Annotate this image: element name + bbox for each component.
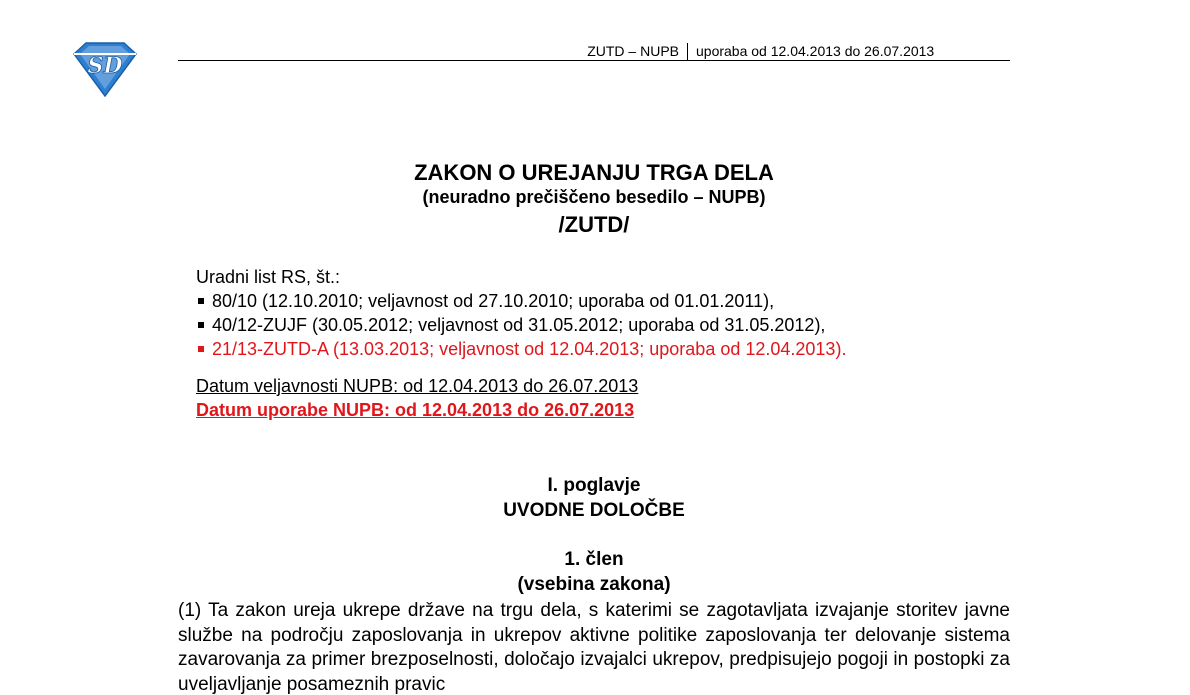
header-document-code: ZUTD – NUPB (587, 43, 688, 61)
validity-date: Datum veljavnosti NUPB: od 12.04.2013 do 26.07.2013 (196, 376, 639, 396)
usage-date: Datum uporabe NUPB: od 12.04.2013 do 26.07.2013 (196, 400, 635, 420)
running-header (178, 43, 1010, 61)
validity-block (196, 374, 638, 422)
gazette-item-current: 21/13-ZUTD-A (13.03.2013; veljavnost od 12.04.2013; uporaba od 12.04.2013). (196, 337, 846, 361)
official-gazette-block (196, 265, 846, 361)
article-number: 1. člen (564, 549, 624, 570)
gazette-list (196, 289, 846, 361)
law-title: ZAKON O UREJANJU TRGA DELA (414, 160, 774, 185)
chapter-number: I. poglavje (547, 475, 641, 496)
header-usage-period: uporaba od 12.04.2013 do 26.07.2013 (696, 43, 935, 59)
gazette-item: 80/10 (12.10.2010; veljavnost od 27.10.2010; uporaba od 01.01.2011), (196, 289, 846, 313)
chapter-title: UVODNE DOLOČBE (503, 500, 685, 521)
article-body (178, 599, 1010, 695)
article-title: (vsebina zakona) (517, 574, 671, 595)
gazette-label: Uradni list RS, št.: (196, 267, 341, 287)
law-abbreviation: /ZUTD/ (558, 212, 630, 237)
sd-logo-icon (70, 40, 140, 100)
law-subtitle: (neuradno prečiščeno besedilo – NUPB) (422, 187, 766, 207)
gazette-item: 40/12-ZUJF (30.05.2012; veljavnost od 31.05.2012; uporaba od 31.05.2012), (196, 313, 846, 337)
article-paragraph: (1) Ta zakon ureja ukrepe države na trgu dela, s katerimi se zagotavljata izvajanje storitev javne službe na področju zaposlovanja in ukrepov aktivne politike zaposlovanja ter delovanje sistema zavarovanja za primer brezposelnosti, določajo izvajalci ukrepov, predpisujejo pogoji in postopki za uveljavljanje posameznih pravic (178, 600, 1010, 695)
svg-text:SD: SD (87, 53, 123, 79)
